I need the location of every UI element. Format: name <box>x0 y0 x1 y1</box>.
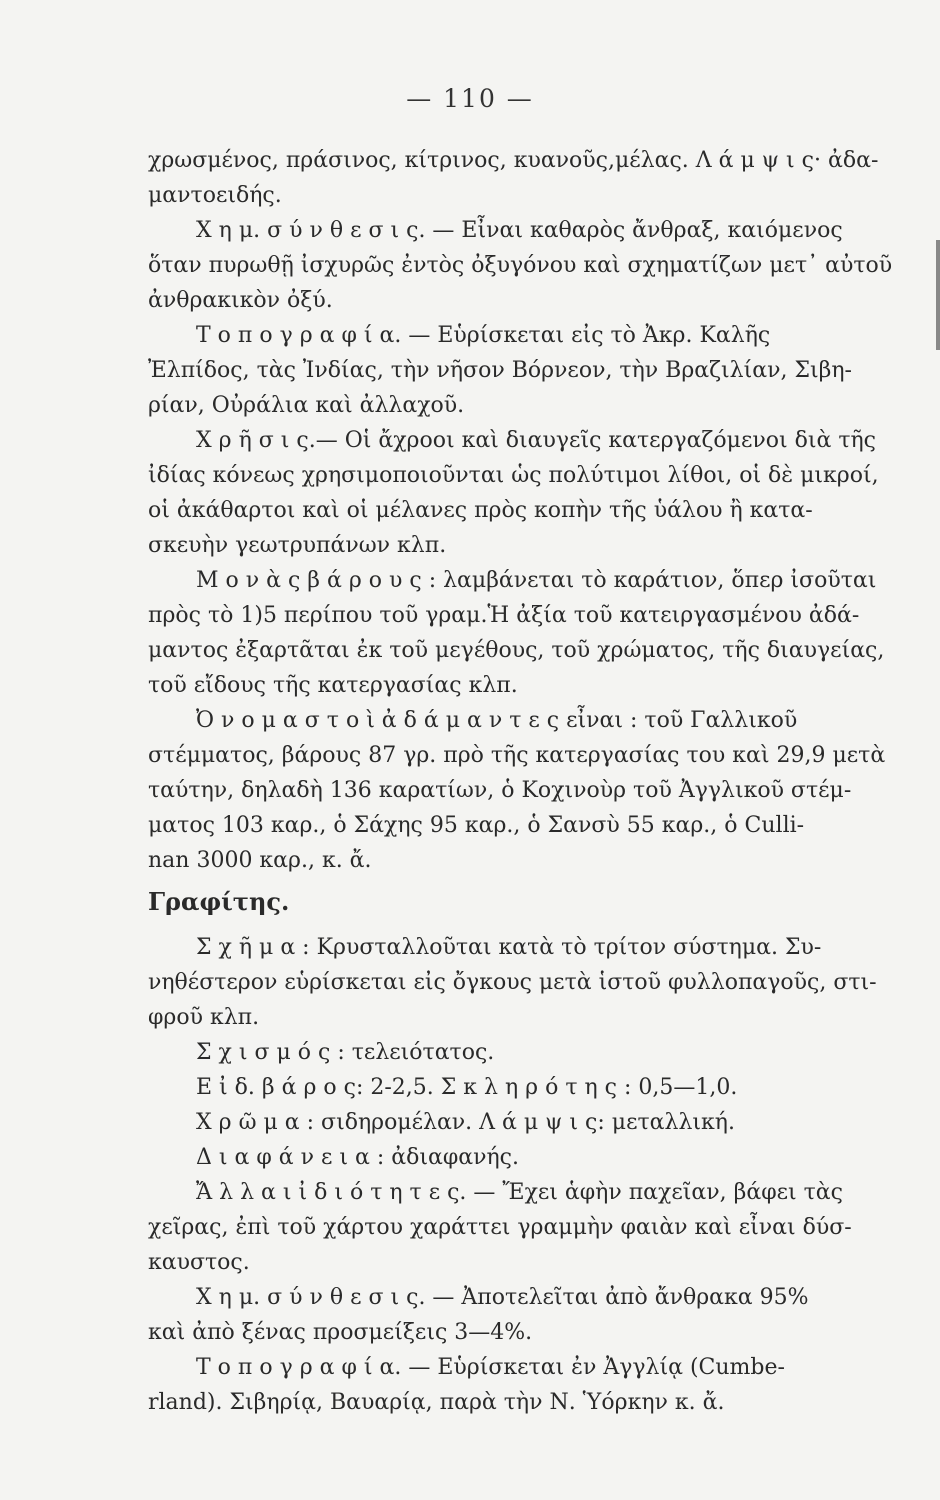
text-line: οἱ ἀκάθαρτοι καὶ οἱ μέλανες πρὸς κοπὴν τῆς ὑάλου ἢ κατα- <box>148 498 813 523</box>
text-line: χεῖρας, ἐπὶ τοῦ χάρτου χαράττει γραμμὴν φαιὰν καὶ εἶναι δύσ- <box>148 1215 852 1240</box>
text-line: nan 3000 καρ., κ. ἄ. <box>148 848 372 873</box>
text-line: Μ ο ν ὰ ς β ά ρ ο υ ς : λαμβάνεται τὸ καράτιον, ὅπερ ἰσοῦται <box>196 568 877 593</box>
text-line: Τ ο π ο γ ρ α φ ί α. — Εὑρίσκεται ἐν Ἀγγλίᾳ (Cumbe- <box>196 1355 785 1380</box>
text-line: νηθέστερον εὑρίσκεται εἰς ὄγκους μετὰ ἱστοῦ φυλλοπαγοῦς, στι- <box>148 970 877 995</box>
section-diamond-text <box>148 143 912 878</box>
text-line: ρίαν, Οὐράλια καὶ ἀλλαχοῦ. <box>148 393 465 418</box>
text-line: Ἄ λ λ α ι ἰ δ ι ό τ η τ ε ς. — Ἔχει ἁφὴν παχεῖαν, βάφει τὰς <box>196 1180 843 1205</box>
text-line: ταύτην, δηλαδὴ 136 καρατίων, ὁ Κοχινοὺρ τοῦ Ἀγγλικοῦ στέμ- <box>148 778 852 803</box>
text-line: ματος 103 καρ., ὁ Σάχης 95 καρ., ὁ Σανσὺ 55 καρ., ὁ Culli- <box>148 813 805 838</box>
text-line: ὅταν πυρωθῇ ἰσχυρῶς ἐντὸς ὀξυγόνου καὶ σχηματίζων μετ᾽ αὐτοῦ <box>148 253 893 278</box>
text-line: τοῦ εἴδους τῆς κατεργασίας κλπ. <box>148 673 518 698</box>
text-line: καυστος. <box>148 1250 250 1275</box>
text-line: Σ χ ῆ μ α : Κρυσταλλοῦται κατὰ τὸ τρίτον σύστημα. Συ- <box>196 935 822 960</box>
text-line: καὶ ἀπὸ ξένας προσμείξεις 3—4%. <box>148 1320 533 1345</box>
text-line: Χ ρ ῆ σ ι ς.— Οἱ ἄχροοι καὶ διαυγεῖς κατεργαζόμενοι διὰ τῆς <box>196 428 877 453</box>
text-line: ἰδίας κόνεως χρησιμοποιοῦνται ὡς πολύτιμοι λίθοι, οἱ δὲ μικροί, <box>148 463 879 488</box>
text-line: Τ ο π ο γ ρ α φ ί α. — Εὑρίσκεται εἰς τὸ Ἀκρ. Καλῆς <box>196 323 771 348</box>
text-line: φροῦ κλπ. <box>148 1005 260 1030</box>
section-graphite-text <box>148 930 912 1420</box>
section-graphite-heading-block <box>148 884 912 919</box>
text-line: στέμματος, βάρους 87 γρ. πρὸ τῆς κατεργασίας του καὶ 29,9 μετὰ <box>148 743 886 768</box>
text-line: Ἐλπίδος, τὰς Ἰνδίας, τὴν νῆσον Βόρνεον, τὴν Βραζιλίαν, Σιβη- <box>148 358 852 383</box>
text-line: rland). Σιβηρίᾳ, Βαυαρίᾳ, παρὰ τὴν Ν. Ὑόρκην κ. ἄ. <box>148 1390 725 1415</box>
text-line: Ὀ ν ο μ α σ τ ο ὶ ἀ δ ά μ α ν τ ε ς εἶναι : τοῦ Γαλλικοῦ <box>196 708 798 733</box>
text-line: μαντος ἐξαρτᾶται ἐκ τοῦ μεγέθους, τοῦ χρώματος, τῆς διαυγείας, <box>148 638 885 663</box>
text-line: σκευὴν γεωτρυπάνων κλπ. <box>148 533 447 558</box>
text-line: χρωσμένος, πράσινος, κίτρινος, κυανοῦς,μέλας. Λ ά μ ψ ι ς· ἀδα- <box>148 148 879 173</box>
page-number: — 110 — <box>406 84 534 113</box>
text-line: Χ η μ. σ ύ ν θ ε σ ι ς. — Εἶναι καθαρὸς ἄνθραξ, καιόμενος <box>196 218 843 243</box>
text-line: Χ ρ ῶ μ α : σιδηρομέλαν. Λ ά μ ψ ι ς: μεταλλική. <box>196 1110 735 1135</box>
scan-edge-mark <box>936 240 940 350</box>
text-line: Χ η μ. σ ύ ν θ ε σ ι ς. — Ἀποτελεῖται ἀπὸ ἄνθρακα 95% <box>196 1285 809 1310</box>
text-line: μαντοειδής. <box>148 183 282 208</box>
text-line: Δ ι α φ ά ν ε ι α : ἀδιαφανής. <box>196 1145 519 1170</box>
text-line: ἀνθρακικὸν ὀξύ. <box>148 288 333 313</box>
text-line: Ε ἰ δ. β ά ρ ο ς: 2-2,5. Σ κ λ η ρ ό τ η ς : 0,5—1,0. <box>196 1075 738 1100</box>
text-line: Σ χ ι σ μ ό ς : τελειότατος. <box>196 1040 495 1065</box>
section-heading: Γραφίτης. <box>148 887 290 916</box>
text-line: πρὸς τὸ 1)5 περίπου τοῦ γραμ.Ἡ ἀξία τοῦ κατειργασμένου ἀδά- <box>148 603 860 628</box>
